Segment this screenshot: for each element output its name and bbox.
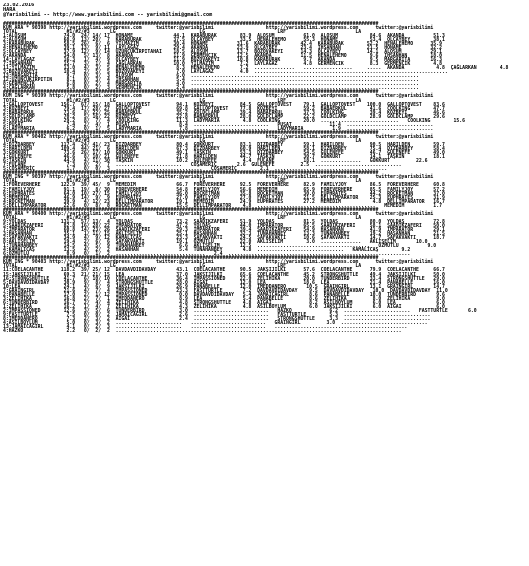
document-line: 4:ROCKETMAN 39.9 4/ 12/ 23 DELLIMPARATOR 19.1 MEMEDIM 24.9 EUPHRATES 27.2 MEMEDIM 4.8 DELLIMPARATOR 16.7 [3, 199, 445, 205]
document-line: 2:ALOŞUM 68.9 13/ 20/ 7 KARABURAK 37.5 OLCAYBEY 33.5 HENALEHEMO 55.3 HONAME 53.4 OLCAYBEY 38.1 [3, 37, 445, 43]
header-line: HARA [3, 7, 16, 14]
document-line: KUM ARA * 90398 http://yarisbilimi.wordpress.com twitter:@yarisbilimi http://yarisbilimi.wordpress.com twitter:@yarisbilimi [3, 25, 434, 31]
results-document [3, 3, 529, 565]
document-line: 7:GRAINGIRL 21.6 4/ 7/ 4 IMPASSIONED 23.3 FASTTURTLE 7.2 DAVDAVDIDAVDAY 9.5 DAVDAVDIDAVDAY 10.0 DAVDAVDIDAVDAY 11.0 [3, 288, 448, 294]
document-line: 11:COELACANTHE 118.2 39/ 25/ 12 DAVDAVDIDAVDAY 43.1 COELACANTHE 90.5 JAKŞIJILKI 57.6 COELACANTHE 79.9 COELACANTHE 66.7 [3, 268, 445, 274]
document-line: ################################################################################################################################## [3, 130, 379, 136]
document-line: 1:GULENEFE 46.6 8/ 10/ 21 GULENEFE 21.8 HARILDEN 44.7 TAŞKIN 30.7 GOKKURT 14.1 TAŞKIN 18.1 [3, 155, 445, 161]
document-line: 2:IMPASSIONED 12.6 3/ 5/ 6 TUNDERBIRD 3.0 .......................... HAZKO 6.2 ....................... FASTTURTLE 6.0 [3, 308, 477, 314]
document-line: 1:ALOŞUM 74.0 24/ 14/ 17 HONAME 44.1 KARABURAK 83.9 ALOŞUM 61.0 ALOŞUM 84.6 AKANDA 51.3 [3, 33, 445, 39]
document-line: ################################################################################################################################## [3, 256, 379, 262]
document-line: 14:LAYLAGAZ 16.3 1/ 4/ 9 OLCAYBEY 11.9 BOZOVAKEYI 10.8 KARABURAK 9.7 AKANDA 9.5 MARGARITA 16.3 [3, 58, 442, 64]
document-line: 15:JAKŞIJILKI 69.3 21/ 21/ 15 LEA 37.0 JAKŞIJILKI 65.6 COELACANTHE 45.2 STRONGSHUTTLE 49.4 JAKŞIJILKI 50.0 [3, 272, 445, 278]
document-line: 8:GERMENCIK 6.8 0/ 2/ 4 MARGARITA 4.0 ............................................................................... [3, 82, 419, 88]
document-line: 3:HASANHAN 35.1 1/ 11/ 15 AKLISELIM 25.1 HASANHAN 32.3 TUNAHANBEY 13.3 TUNAHANBEY 19.2 HASANHAN 21.5 [3, 232, 445, 238]
document-line: 9:YOLDAŞ 131.3 57/ 13/ 4 YOLDAŞ 73.2 SAADIKZAFERI 51.9 YOLDAŞ 81.5 YOLDAŞ 80.0 YOLDAŞ 72.8 [3, 219, 445, 225]
document-line: TOTAL #1/#2/#3 LG LG LRF LA [3, 179, 362, 185]
document-line: 1:ZELIHIKA 16.2 1/ 4/ 7 ZELIHIKA 4.3 ZELIHIKA 4.8 ASILBOYLUM 6.0 JAKŞIJILKI 6.0 AIGAI 6.0 [3, 304, 445, 310]
document-line: 3:MEMEDIM 46.9 14/ 9/ 9 EUPHRATES 27.0 FAMILYJOY 27.0 FAMILYJOY 21.5 DELLIMPARATOR 25.3 EUPHRATES 31.9 [3, 195, 445, 201]
document-line: 6:TUNDERBIRD 16.7 2/ 4/ 4 ZELIHIKA 4.8 STRONGSHUTTLE 4.8 AIGAI 8.2 ASILBOYLUM 6.0 LEA 6.0 [3, 300, 445, 306]
document-line: 8:IMEDDANERO 7.3 2/ 3/ 2 AIGAI 2.4 .......................... STRONGSHUTTLE 3.3 .............................. [3, 317, 431, 323]
document-line: 4:ASILBOYLUM 5.0 0/ 3/ 2 ....................... .......................... GRAINGIRL 3.0 .............................. [3, 321, 428, 327]
document-line: KUM ING * 90399 http://yarisbilimi.wordpress.com twitter:@yarisbilimi http://yarisbilimi.wordpress.com twitter:@yarisbilimi [3, 94, 434, 100]
document-line: 2:PANABELLE 17.0 2/ 1/ 12 IMPASSIONED 0.0 DAVDAVDIDAVDAY 5.4 JAMAICAGIRL 8.6 PANABELLE 10.0 TUNDERBIRD 9.6 [3, 292, 445, 298]
document-line: 2:FAMILYJOY 91.1 19/ 8/ 30 FOREVERHERE 54.8 FAMILYJOY 56.6 MEMEDIM 65.9 FOREVERHERE 85.5 FAMILYJOY 57.2 [3, 187, 445, 193]
header-line: 23.02.2016 [3, 3, 35, 8]
document-line: 4:DIZDARBEY 117.4 24/ 41/ 23 DIZDARBEY 80.4 GOKKURT 83.1 DIZDARBEY 59.1 HARILDEN 90.5 HARILDEN 59.7 [3, 143, 445, 149]
document-line: 12:UZUNCUKIRPITIN 8.1 0/ 3/ 4 IHSANHAN 5.4 ............................................................................... [3, 78, 419, 84]
document-line: TOTAL #1/#2/#3 LG LG LRF LA [3, 264, 362, 270]
document-line: 7:IHSANHAN 15.7 3/ 1/ 4 ÇAĞLARKAN 10.0 YILMAZIM 7.2 LAYLAGAZ 4.8 GERMENCIK 8.3 GERMENCIK 4.8 [3, 62, 442, 68]
document-line: 5:SAADIKZAFERI 82.8 16/ 28/ 22 IMPARATOR 47.2 YOLDAŞ 44.0 IMPARATOR 65.5 SAADIKZAFERI 58.1 SAADIKZAFERI 50.0 [3, 223, 445, 229]
document-line: KUM ING * 90397 http://yarisbilimi.wordpress.com twitter:@yarisbilimi http://yarisbilimi.wordpress.com twitter:@yarisbilimi [3, 175, 434, 181]
document-line: 10:LEA 24.1 4/ 6/ 9 JAKŞIJILKI 26.9 PANABELLE 12.0 IMEDDANERO 10.5 GRAINGIRL 13.1 GRAINGIRL 14.7 [3, 284, 445, 290]
document-line: 7:IMPARATOR 60.8 14/ 23/ 26 SAADIKZAFERI 29.3 IMPARATOR 39.4 SAADIKZAFERI 54.9 HASANHAN 41.9 IMPARATOR 29.1 [3, 228, 445, 233]
document-line: 2:HARILDEN 109.4 44/ 21/ 6 HARILDEN 67.3 DIZDARBEY 60.9 HARILDEN 58.1 DIZDARBEY 75.4 DIZDARBEY 58.4 [3, 147, 445, 153]
document-line: 1:GALLOPTOVEST 156.7 67/ 15/ 18 GALLOPTOVEST 94.1 KOZBEYI 84.5 GALLOPTOVEST 79.1 GALLOPTOVEST 100.0 GALLOPTOVEST 83.6 [3, 102, 445, 108]
document-line: ################################################################################################################################## [3, 90, 379, 96]
document-line: 7:FULANE 7.3 0/ 2/ 7 ....................... COŞAMERİÇ 2.6 GULENEFE 2.5 .............................. [3, 163, 402, 169]
document-line: 5:OLCAYBEY 37.9 12/ 9/ 14 UZUNCUKIRPITAHAI 18.5 ALOŞUM 13.7 BOZOVAKEYI 14.3 OLCAYBEY 14.1 ALOŞUM 29.1 [3, 49, 442, 55]
document-line: 13:MARGARITA 9.7 0/ 3/ 3 ALOŞUM 6.0 ............................................................................... [3, 74, 419, 80]
document-line: KUM ING * 90403 http://yarisbilimi.wordpress.com twitter:@yarisbilimi http://yarisbilimi.wordpress.com twitter:@yarisbilimi [3, 260, 434, 266]
document-line: 4:COOLKING 29.2 8/ 7/ 4 COOLKING 11.3 LADYMARIA 4.8 COOLKING 20.0 ........................... COOLKING 15.6 [3, 118, 466, 124]
document-line: 4:ÇAĞLARKAN 5.8 0/ 2/ 3 GERMENCIK 2.4 ............................................................................... [3, 86, 419, 92]
document-line: 6:TAŞKIN 44.9 4/ 11/ 30 TAŞKIN 10.2 GULENEFE 4.4 FULANE 18.1 .............. GOKKURT 22.6 [3, 159, 428, 165]
document-line: 8:AKLISELIM 19.4 2/ 6/ 6 ŞAFAKVAKTI 19.1 OZMUTLU 22.0 AKLISELIM 3.0 .............. AKLISELIM 10.0 [3, 240, 428, 246]
document-line: 3:GOKKURT 73.6 26/ 17/ 10 GOKKURT 49.1 TAŞKIN 53.3 DIZDARBEY 54.5 GULENEFE 46.7 GULENEFE 49.0 [3, 151, 445, 157]
document-line: 4:HAZKO 2.2 0/ 2/ 2 ................................................................................................... [3, 329, 402, 335]
document-line: ################################################################################################################################## [3, 21, 379, 27]
document-line: 6:EUPHRATES 64.0 10/ 27/ 15 FAMILYJOY 46.0 ROCKETMAN 35.8 ROCKETMAN 30.0 EUPHRATES 44.2 ROCKETMAN 37.0 [3, 191, 445, 197]
document-line: 5:GOLDCLAMP 70.2 5/ 16/ 22 KOZBEYI 22.8 BABAERKUL 28.0 GOLDCLAMP 22.2 GOLDCLAMP 28.9 GOLDCLAMP 29.6 [3, 114, 445, 120]
document-line: 5:DELLIMPARATOR 22.6 0/ 8/ 8 ROCKETMAN 15.5 DELLIMPARATOR 4.8 ......................................... MEMEDIM 1.7 [3, 203, 442, 209]
document-line: 6:AKANDA 34.0 5/ 13/ 8 AKANDA 11.9 GERMENCIK 12.5 AKANDA 11.5 HENALEHEMO 9.6 IHSANHAN 18.0 [3, 53, 442, 59]
document-line: 3:KOZBEYI 79.4 17/ 28/ 27 GOLDCLAMP 69.8 GALLOPTOVEST 77.8 KOZBEYI 59.2 BABAERKUL 41.6 COOLKING 47.7 [3, 106, 445, 112]
document-line: TOTAL #1/#2/#3 LG LG LRF LA [3, 29, 362, 35]
document-line: KUM ARA * 90400 http://yarisbilimi.wordpress.com twitter:@yarisbilimi http://yarisbilimi.wordpress.com twitter:@yarisbilimi [3, 211, 434, 217]
document-line: 1:TUNAHANBEY 14.5 4/ 5/ 9 TUNAHANBEY 6.6 AKLISELIM 12.5 ....................................... OZMUTLU 9.0 [3, 244, 437, 250]
document-line: ################################################################################################################################## [3, 171, 379, 177]
document-line: 6:OZMUTLU 0.9 0/ 1/ 2 ............................... 2.4 ............................................................... [3, 252, 411, 258]
document-line: ################################################################################################################################## [3, 207, 379, 213]
document-line: 16:STRONGSHUTTLE 41.7 6/ 10/ 10 COELACANTHE 36.4 IMPASSIONED 22.0 ZELIHIKA 20.0 TUNDERBIRD 33.4 STRONGSHUTTLE 29.0 [3, 276, 445, 282]
document-line: 5:COŞAMERİÇ 1.7 0/ 0/ 3 .............................. COŞAMERİÇ 2.1 ....................................... [3, 167, 388, 173]
document-line: 5:PUSAT 7.4 2/ 4/ 1 PUSAT 8.4 .......................... PUSAT 11.4 .............................. [3, 122, 434, 128]
document-line: 1:FOREVERHERE 122.9 39/ 45/ 9 MEMEDIM 66.7 FOREVERHERE 92.5 FOREVERHERE 82.9 FAMILYJOY 86.5 FOREVERHERE 60.8 [3, 183, 445, 189]
document-line: 2:ŞAFAKVAKTI 34.9 4/ 9/ 12 KAMALICAŞ 23.3 ŞAFAKVAKTI 24.5 ŞAFAKVAKTI 10.6 ŞAFAKVAKTI 14.7 ŞAFAKVAKTI 18.7 [3, 236, 445, 242]
document-line: 13:JAMAICAGIRL 4.1 0/ 2/ 3 ....................... .......................... .............................................. [3, 325, 408, 331]
document-line: 2:BABAERKUL 73.6 8/ 22/ 25 BABAERKUL 35.2 GOLDCLAMP 39.4 BABAERKUL 37.3 COOLKING 39.4 KOZBEYI 46.6 [3, 110, 445, 116]
document-line: 6:LADYMARIA 6.2 0/ 1/ 5 LADYMARIA 7.8 .......................... LADYMARIA 1.9 .............................. [3, 126, 434, 132]
document-line: 4:KAMALICAŞ 13.5 4/ 2/ 2 HASANHAN 5.4 TUNAHANBEY 4.8 .............................. KAMALICAŞ 9.2 [3, 248, 411, 254]
document-line: 5:DAVDAVDIDAVDAY 30.9 9/ 8/ 4 STRONGSHUTTLE 28.0 AIGAI 12.0 LEA 18.6 LEA 21.4 PANABELLE 16.0 [3, 280, 445, 286]
document-line: 11:YILMAZIM 13.0 4/ 3/ 5 HENALEHEMO 8.3 HENALEHEMO 7.2 .............. ................. ..... AKANDA 4.8 ÇAĞLARKAN 4.8 [3, 66, 509, 72]
document-line: KUM ARA * 90402 http://yarisbilimi.wordpress.com twitter:@yarisbilimi http://yarisbilimi.wordpress.com twitter:@yarisbilimi [3, 134, 434, 140]
document-line: 3:ZELIHIKA 16.8 2/ 7/ 1 IMEDDANERO 8.9 LEA 5.4 PANABELLE 8.6 ZELIHIKA 8.0 ZELIHIKA 9.0 [3, 296, 445, 302]
document-line: TOTAL #1/#2/#3 LG LG LRF LA [3, 98, 362, 104]
document-line: 3:KARABURAK 58.5 26/ 6/ 6 YILMAZIM 30.4 HONAME 31.6 KARABURAK 42.4 KARABURAK 52.2 HENALEHEMO 35.9 [3, 41, 442, 47]
header-line: @Yarisbilimi -- http://www.yarisbilimi.com -- yarisbilimi@gmail.com [3, 12, 213, 19]
document-line: 9:FASTTURTLE 7.5 0/ 0/ 2 JAMAICAGIRL 2.6 .......................... FASTTURTLE 5.3 .............................. [3, 312, 431, 318]
document-line: 4:HENALEHEMO 39.1 13/ 9/ 11 LAYLAGAZ 29.4 AKANDA 23.9 OLCAYBEY 23.4 IHSANHAN 21.5 HONAME 32.2 [3, 45, 442, 51]
document-line: TOTAL #1/#2/#3 LG LG LRF LA [3, 138, 362, 144]
document-line: 3:BOZOVAKEYI 10.4 2/ 5/ 5 BOZOVAKEYI 7.0 LAYLAGAZ 4.0 ................................................................... [3, 70, 448, 76]
document-line: TOTAL #1/#2/#3 LG LG LRF LA [3, 215, 362, 221]
